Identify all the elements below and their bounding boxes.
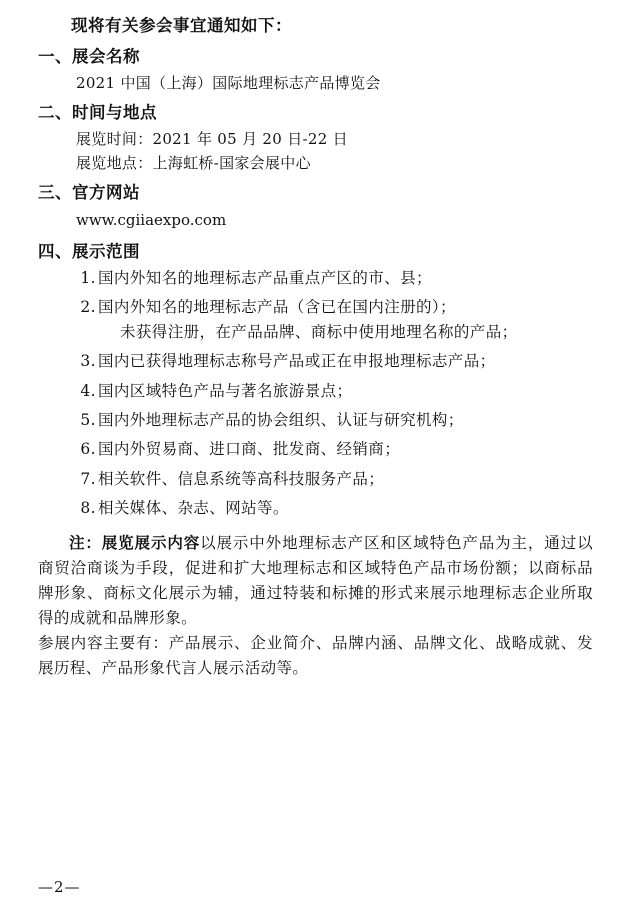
scope-list	[38, 266, 593, 521]
section-1-line-1: 2021 中国（上海）国际地理标志产品博览会	[76, 73, 381, 92]
list-item-text: 国内外知名的地理标志产品（含已在国内注册的）；	[98, 298, 456, 317]
list-item-number: 3.	[80, 352, 96, 371]
section-2-line-1: 展览时间：2021 年 05 月 20 日-22 日	[76, 129, 348, 148]
list-item	[38, 379, 593, 403]
section-2-line-2: 展览地点：上海虹桥-国家会展中心	[76, 154, 311, 173]
note-bold-part: 展览展示内容	[101, 532, 201, 552]
list-item-text: 国内已获得地理标志称号产品或正在申报地理标志产品；	[98, 352, 496, 371]
list-item-text: 国内区域特色产品与著名旅游景点；	[98, 381, 353, 400]
lead-paragraph: 现将有关参会事宜通知如下：	[71, 16, 292, 35]
list-item-number: 5.	[80, 411, 96, 429]
list-item	[38, 467, 593, 491]
list-item	[38, 295, 593, 344]
list-item-text: 相关媒体、杂志、网站等。	[98, 499, 289, 518]
list-item	[38, 437, 593, 461]
official-website-url[interactable]: www.cgiiaexpo.com	[76, 211, 227, 230]
section-heading-4: 四、展示范围	[38, 241, 140, 261]
list-item-text: 国内外知名的地理标志产品重点产区的市、县；	[98, 268, 432, 287]
note-text: 以展示中外地理标志产区和区域特色产品为主，通过以商贸洽商谈为手段，促进和扩大地理标志和区域特色产品市场份额；以商标品牌形象、商标文化展示为辅，通过特装和标摊的形式来展示地理标志企业所取得的成就和品牌形象。	[38, 533, 593, 628]
list-item-text: 国内外贸易商、进口商、批发商、经销商；	[98, 440, 401, 459]
list-item-subtext: 未获得注册，在产品品牌、商标中使用地理名称的产品；	[120, 322, 518, 341]
list-item-text: 国内外地理标志产品的协会组织、认证与研究机构；	[98, 411, 464, 429]
note-paragraph	[38, 530, 593, 631]
page-number: —2—	[38, 878, 81, 896]
list-item	[38, 266, 593, 290]
list-item-number: 8.	[80, 499, 96, 518]
list-item-number: 4.	[80, 381, 96, 400]
list-item	[38, 408, 593, 432]
section-heading-1: 一、展会名称	[38, 46, 140, 66]
note-label: 注：	[69, 532, 102, 552]
section-heading-2: 二、时间与地点	[38, 102, 157, 122]
list-item-text: 相关软件、信息系统等高科技服务产品；	[98, 469, 385, 488]
list-item-number: 7.	[80, 469, 96, 488]
list-item	[38, 349, 593, 373]
section-heading-3: 三、官方网站	[38, 183, 140, 203]
list-item-number: 6.	[80, 440, 96, 459]
list-item-number: 1.	[80, 268, 96, 287]
note-paragraph-2: 参展内容主要有：产品展示、企业简介、品牌内涵、品牌文化、战略成就、发展历程、产品形象代言人展示活动等。	[38, 634, 593, 678]
list-item	[38, 496, 593, 520]
list-item-number: 2.	[80, 298, 96, 317]
